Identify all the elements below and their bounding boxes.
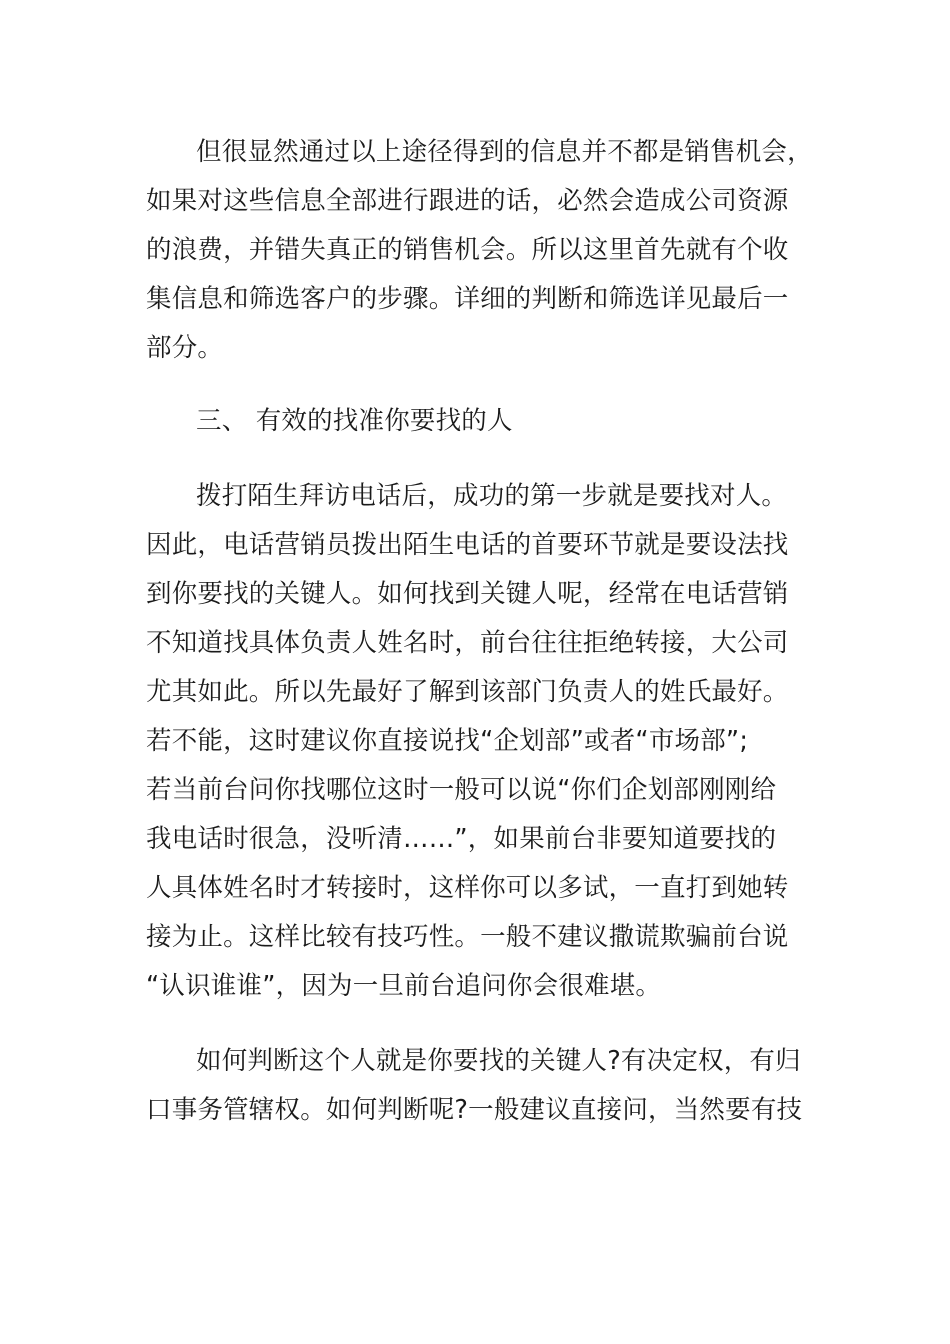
paragraph-2-line-10: 接为止。这样比较有技巧性。一般不建议撒谎欺骗前台说 [146,922,789,952]
paragraph-2-line-7: 若当前台问你找哪位这时一般可以说“你们企划部刚刚给 [146,775,777,805]
paragraph-3-line-1: 如何判断这个人就是你要找的关键人?有决定权，有归 [196,1046,801,1076]
paragraph-2-line-3: 到你要找的关键人。如何找到关键人呢，经常在电话营销 [146,579,789,609]
paragraph-2-line-4: 不知道找具体负责人姓名时，前台往往拒绝转接，大公司 [146,628,789,658]
section-heading: 三、 有效的找准你要找的人 [196,406,513,436]
paragraph-1-line-1: 但很显然通过以上途径得到的信息并不都是销售机会， [196,137,813,167]
paragraph-1-line-2: 如果对这些信息全部进行跟进的话，必然会造成公司资源 [146,186,789,216]
paragraph-2-line-5: 尤其如此。所以先最好了解到该部门负责人的姓氏最好。 [146,677,789,707]
paragraph-3-line-2: 口事务管辖权。如何判断呢?一般建议直接问，当然要有技 [146,1095,803,1125]
paragraph-2-line-9: 人具体姓名时才转接时，这样你可以多试，一直打到她转 [146,873,789,903]
paragraph-1-line-4: 集信息和筛选客户的步骤。详细的判断和筛选详见最后一 [146,284,789,314]
paragraph-2-line-11: “认识谁谁”，因为一旦前台追问你会很难堪。 [146,971,662,1001]
paragraph-1-line-5: 部分。 [146,333,224,363]
paragraph-2-line-6: 若不能，这时建议你直接说找“企划部”或者“市场部”; [146,726,749,756]
paragraph-2-line-1: 拨打陌生拜访电话后，成功的第一步就是要找对人。 [196,481,788,511]
paragraph-2-line-2: 因此，电话营销员拨出陌生电话的首要环节就是要设法找 [146,530,789,560]
paragraph-1-line-3: 的浪费，并错失真正的销售机会。所以这里首先就有个收 [146,235,789,265]
paragraph-2-line-8: 我电话时很急，没听清……”，如果前台非要知道要找的 [146,824,777,854]
